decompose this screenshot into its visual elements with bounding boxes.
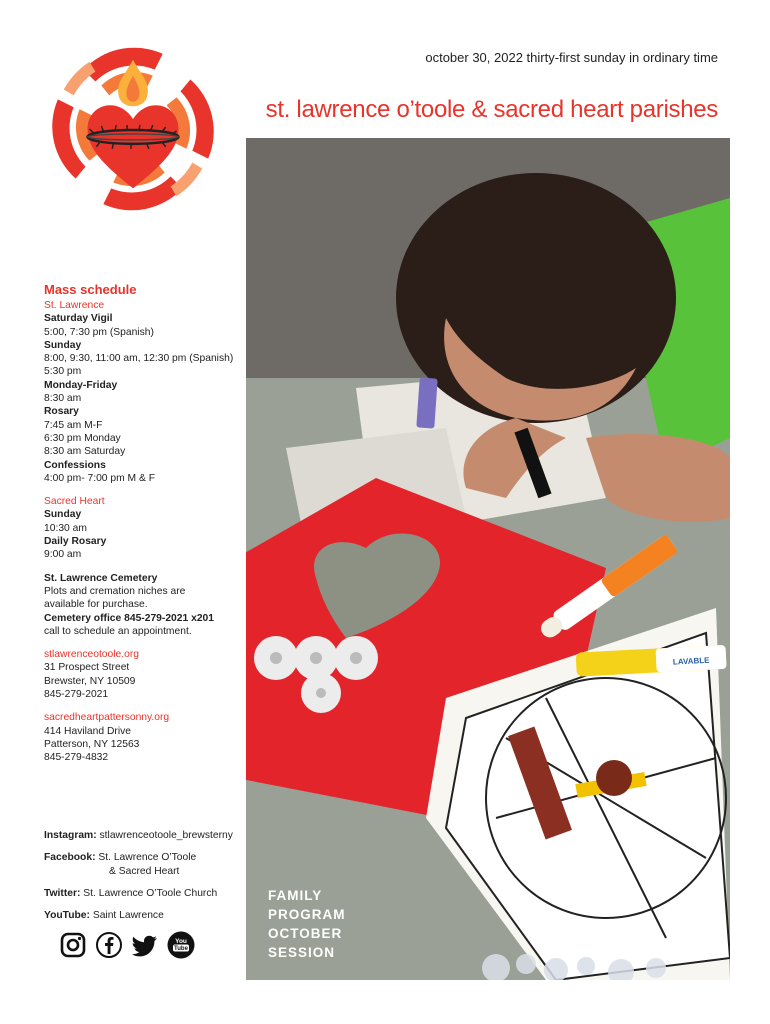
st-lawrence-phone: 845-279-2021 — [44, 689, 109, 701]
sacred-heart-heading: Sacred Heart — [44, 496, 105, 508]
cemetery-office-phone: Cemetery office 845-279-2021 x201 — [44, 612, 215, 624]
sacred-heart-city: Patterson, NY 12563 — [44, 738, 140, 750]
st-lawrence-website-link[interactable]: stlawrenceotoole.org — [44, 649, 140, 661]
family-program-caption — [268, 886, 346, 962]
facebook-row — [44, 851, 244, 878]
sacred-heart-phone: 845-279-4832 — [44, 752, 109, 764]
mass-schedule-panel — [44, 282, 240, 765]
sacred-heart-sunday-label: Sunday — [44, 509, 82, 521]
social-media-panel — [44, 829, 244, 931]
cemetery-text-1: Plots and cremation niches are — [44, 585, 186, 597]
caption-line-4: SESSION — [268, 945, 336, 960]
twitter-row — [44, 887, 244, 900]
sacred-heart-sunday-times: 10:30 am — [44, 522, 87, 534]
parish-title: st. lawrence o’toole & sacred heart parishes — [265, 96, 718, 123]
rosary-times-saturday: 8:30 am Saturday — [44, 446, 126, 458]
sacred-heart-street: 414 Haviland Drive — [44, 725, 131, 737]
rosary-label: Rosary — [44, 406, 79, 418]
st-lawrence-street: 31 Prospect Street — [44, 662, 130, 674]
facebook-page[interactable]: St. Lawrence O’Toole — [98, 852, 197, 864]
rosary-times-monday: 6:30 pm Monday — [44, 432, 121, 444]
cemetery-text-2: available for purchase. — [44, 599, 148, 611]
instagram-icon[interactable] — [58, 930, 88, 960]
saturday-vigil-times: 5:00, 7:30 pm (Spanish) — [44, 326, 154, 338]
rosary-times-weekday: 7:45 am M-F — [44, 419, 103, 431]
sacred-heart-website-link[interactable]: sacredheartpattersonny.org — [44, 712, 170, 724]
sacred-heart-logo — [44, 40, 222, 218]
cemetery-text-3: call to schedule an appointment. — [44, 625, 192, 637]
saturday-vigil-label: Saturday Vigil — [44, 313, 113, 325]
youtube-icon[interactable] — [166, 930, 196, 960]
confessions-times: 4:00 pm- 7:00 pm M & F — [44, 472, 156, 484]
mass-schedule-heading: Mass schedule — [44, 282, 137, 297]
family-program-photo — [246, 138, 730, 980]
daily-rosary-times: 9:00 am — [44, 549, 82, 561]
instagram-handle[interactable]: stlawrenceotoole_brewsterny — [99, 830, 233, 841]
marker-label: LAVABLE — [672, 655, 710, 667]
youtube-channel[interactable]: Saint Lawrence — [92, 910, 164, 922]
youtube-icon-text-bottom: Tube — [174, 946, 188, 953]
facebook-page-continued[interactable]: & Sacred Heart — [109, 865, 180, 877]
youtube-row — [44, 909, 244, 922]
confessions-label: Confessions — [44, 459, 106, 471]
daily-rosary-label: Daily Rosary — [44, 536, 107, 548]
sunday-times-evening: 5:30 pm — [44, 366, 82, 378]
caption-line-2: PROGRAM — [268, 907, 346, 922]
st-lawrence-city: Brewster, NY 10509 — [44, 675, 136, 687]
weekday-label: Monday-Friday — [44, 379, 118, 391]
instagram-label: Instagram: — [44, 830, 97, 841]
caption-line-3: OCTOBER — [268, 926, 343, 941]
facebook-label: Facebook: — [44, 852, 96, 864]
twitter-handle[interactable]: St. Lawrence O’Toole Church — [83, 887, 218, 899]
sunday-label: Sunday — [44, 339, 82, 351]
twitter-icon[interactable] — [130, 930, 160, 960]
cemetery-heading: St. Lawrence Cemetery — [44, 572, 158, 584]
instagram-row — [44, 829, 244, 842]
sacred-heart-icon — [52, 48, 213, 211]
youtube-icon-text-top: You — [175, 938, 187, 945]
st-lawrence-heading: St. Lawrence — [44, 300, 105, 311]
youtube-label: YouTube: — [44, 910, 90, 922]
bulletin-date: october 30, 2022 thirty-first sunday in ordinary time — [425, 50, 718, 65]
social-icons — [58, 930, 196, 960]
caption-line-1: FAMILY — [268, 888, 323, 903]
weekday-times: 8:30 am — [44, 393, 82, 405]
twitter-label: Twitter: — [44, 887, 81, 899]
sunday-times: 8:00, 9:30, 11:00 am, 12:30 pm (Spanish) — [44, 353, 234, 365]
facebook-icon[interactable] — [94, 930, 124, 960]
